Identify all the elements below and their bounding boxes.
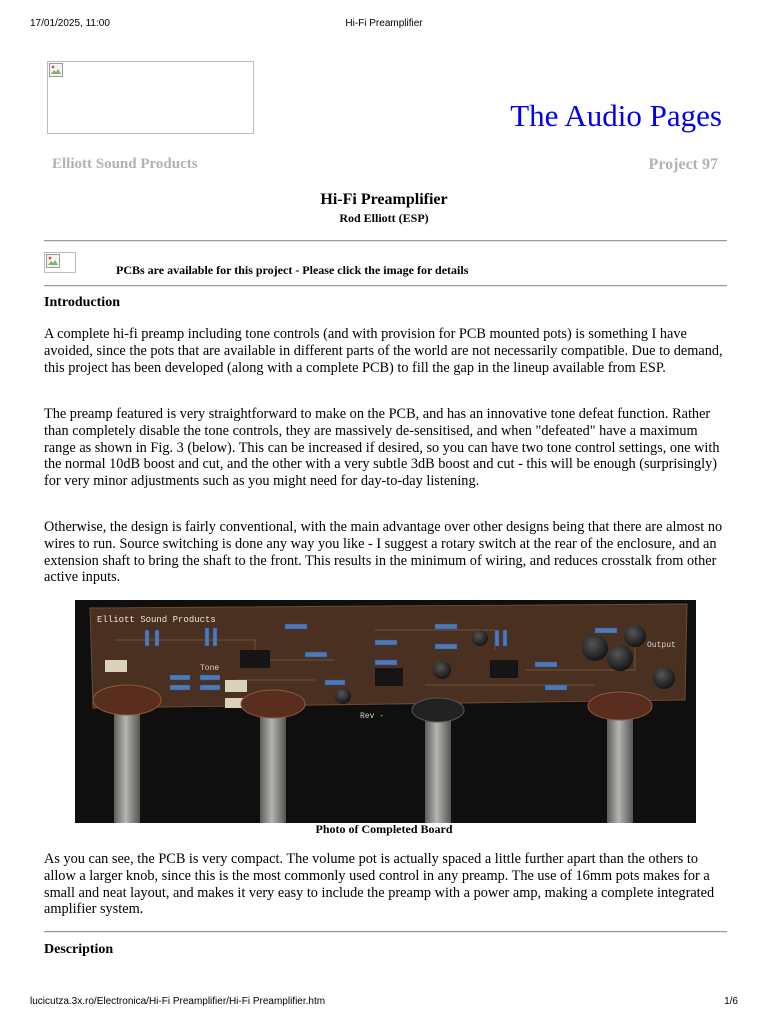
broken-image-icon bbox=[49, 63, 63, 77]
silk-rev-label: Rev - bbox=[360, 712, 385, 721]
print-page-title: Hi-Fi Preamplifier bbox=[345, 18, 423, 29]
project-number: Project 97 bbox=[648, 156, 718, 173]
print-datetime: 17/01/2025, 11:00 bbox=[30, 18, 110, 29]
pcb-link-image[interactable] bbox=[44, 252, 76, 273]
author-line: Rod Elliott (ESP) bbox=[339, 211, 429, 225]
paragraph-pcb-description: As you can see, the PCB is very compact. The volume pot is actually spaced a little further apart than the others to allow a larger knob, since this is the most commonly used control in any preamp. The use of 16mm pots makes for a small and neat layout, and makes it very easy to include the preamp with a power amp, making a complete integrated amplifier system. bbox=[44, 851, 715, 918]
completed-board-photo bbox=[75, 600, 696, 823]
paragraph-intro-3: Otherwise, the design is fairly conventional, with the main advantage over other designs being that there are almost no wires to run. Source switching is done any way you like - I suggest a rotary switch at the rear of the enclosure, and an extension shaft to bring the shaft to the front. This results in the minimum of wiring, and reduces crosstalk from other active inputs. bbox=[44, 519, 723, 586]
broken-image-icon bbox=[46, 254, 60, 268]
divider bbox=[44, 931, 727, 933]
divider bbox=[44, 285, 727, 287]
company-name: Elliott Sound Products bbox=[52, 156, 198, 172]
print-url: lucicutza.3x.ro/Electronica/Hi-Fi Preamplifier/Hi-Fi Preamplifier.htm bbox=[30, 996, 326, 1007]
photo-caption: Photo of Completed Board bbox=[315, 822, 453, 836]
silk-output-label: Output bbox=[647, 641, 676, 650]
section-heading-introduction: Introduction bbox=[44, 295, 120, 310]
section-heading-description: Description bbox=[44, 942, 114, 957]
paragraph-intro-2: The preamp featured is very straightforward to make on the PCB, and has an innovative tone defeat function. Rather than completely disable the tone controls, they are massively de-sensitised, and when "defeated" have a maximum range as shown in Fig. 3 (below). This can be increased if desired, so you can have two tone control settings, one with the normal 10dB boost and cut, and the other with a very subtle 3dB boost and cut - this will be enough (surprisingly) for very minor adjustments such as you might need for day-to-day listening. bbox=[44, 406, 720, 490]
page-title: Hi-Fi Preamplifier bbox=[320, 191, 448, 208]
divider bbox=[44, 240, 727, 242]
site-title: The Audio Pages bbox=[510, 98, 722, 133]
pcb-availability-note: PCBs are available for this project - Please click the image for details bbox=[116, 263, 469, 277]
board-label: Elliott Sound Products bbox=[97, 615, 216, 625]
silk-tone-label: Tone bbox=[200, 664, 220, 673]
esp-logo-image[interactable] bbox=[47, 61, 254, 134]
pcb-photo-drawing bbox=[75, 600, 696, 823]
paragraph-intro-1: A complete hi-fi preamp including tone controls (and with provision for PCB mounted pots) is something I have avoided, since the pots that are available in different parts of the world are not necessarily compatible. Due to demand, this project has been developed (along with a complete PCB) to fill the gap in the lineup available from ESP. bbox=[44, 326, 723, 376]
print-page-count: 1/6 bbox=[724, 996, 738, 1007]
